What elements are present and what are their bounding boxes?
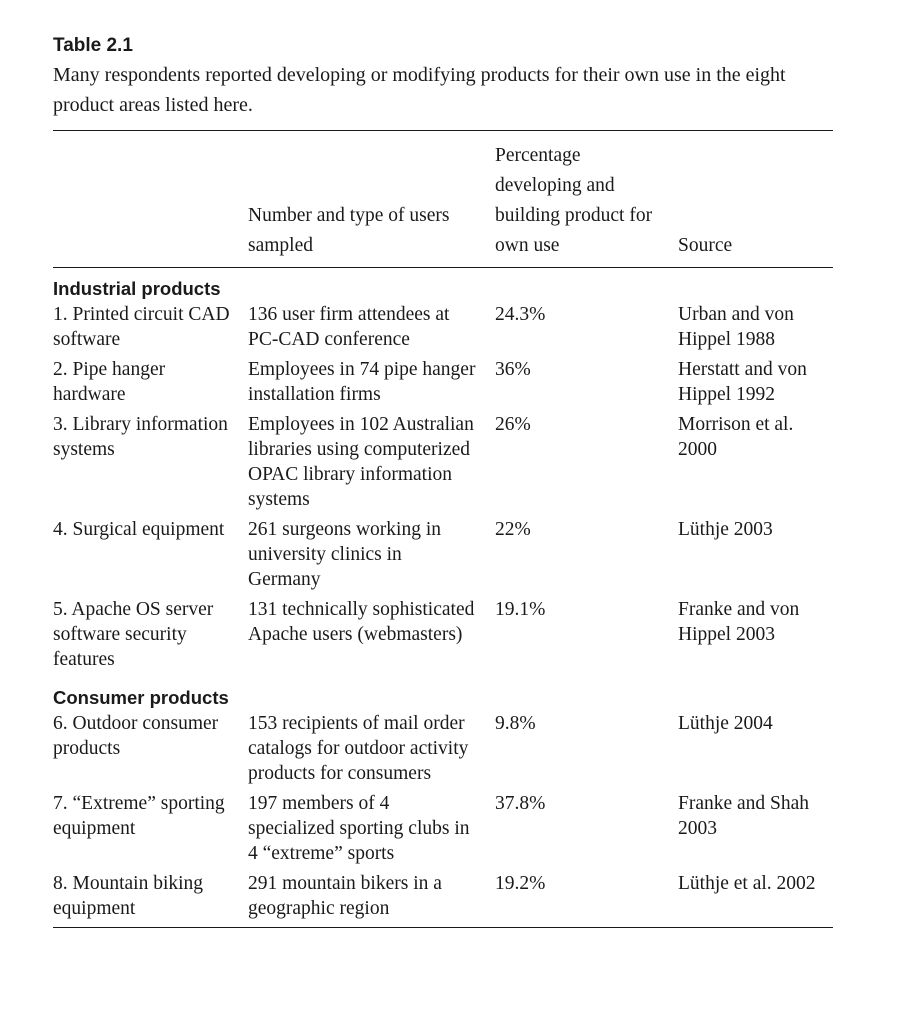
product-area-cell: 3. Library information systems: [53, 414, 228, 460]
table-row: [53, 791, 833, 871]
header-source: Source: [678, 235, 733, 256]
sample-cell: 291 mountain bikers in a geographic region: [248, 873, 442, 919]
percentage-cell: 19.1%: [495, 599, 546, 620]
table-row: [53, 357, 833, 412]
table-row: [53, 597, 833, 677]
percentage-cell: 19.2%: [495, 873, 546, 894]
table-caption: Many respondents reported developing or modifying products for their own use in the eight product areas listed here.: [53, 64, 786, 116]
sample-cell: 153 recipients of mail order catalogs for outdoor activity products for consumers: [248, 713, 469, 784]
product-area-cell: 5. Apache OS server software security features: [53, 599, 214, 670]
data-table: [53, 131, 833, 927]
product-area-cell: 7. “Extreme” sporting equipment: [53, 793, 225, 839]
document-page: [53, 32, 833, 928]
table-body: [53, 268, 833, 927]
header-row: [53, 131, 833, 268]
section-row: [53, 268, 833, 302]
table-row: [53, 871, 833, 927]
percentage-cell: 9.8%: [495, 713, 536, 734]
sample-cell: 136 user firm attendees at PC-CAD conference: [248, 304, 450, 350]
sample-cell: Employees in 102 Australian libraries using computerized OPAC library information systems: [248, 414, 474, 510]
sample-cell: 261 surgeons working in university clinics in Germany: [248, 519, 442, 590]
product-area-cell: 1. Printed circuit CAD software: [53, 304, 230, 350]
percentage-cell: 22%: [495, 519, 531, 540]
source-cell: Herstatt and von Hippel 1992: [678, 359, 807, 405]
source-cell: Lüthje 2004: [678, 713, 773, 734]
section-title: Industrial products: [53, 278, 221, 299]
product-area-cell: 6. Outdoor consumer products: [53, 713, 219, 759]
section-row: [53, 677, 833, 711]
source-cell: Lüthje et al. 2002: [678, 873, 816, 894]
table-row: [53, 412, 833, 517]
source-cell: Urban and von Hippel 1988: [678, 304, 794, 350]
header-sample: Number and type of users sampled: [248, 205, 450, 256]
table-number: Table 2.1: [53, 35, 133, 56]
sample-cell: 131 technically sophisticated Apache users (webmasters): [248, 599, 475, 645]
source-cell: Franke and Shah 2003: [678, 793, 810, 839]
header-area: [53, 131, 248, 268]
percentage-cell: 36%: [495, 359, 531, 380]
source-cell: Franke and von Hippel 2003: [678, 599, 800, 645]
section-title: Consumer products: [53, 687, 229, 708]
bottom-rule: [53, 927, 833, 928]
product-area-cell: 2. Pipe hanger hardware: [53, 359, 166, 405]
sample-cell: Employees in 74 pipe hanger installation firms: [248, 359, 476, 405]
product-area-cell: 4. Surgical equipment: [53, 519, 225, 540]
source-cell: Morrison et al. 2000: [678, 414, 794, 460]
percentage-cell: 26%: [495, 414, 531, 435]
sample-cell: 197 members of 4 specialized sporting clubs in 4 “extreme” sports: [248, 793, 470, 864]
percentage-cell: 24.3%: [495, 304, 546, 325]
source-cell: Lüthje 2003: [678, 519, 773, 540]
table-row: [53, 711, 833, 791]
header-percentage: Percentage developing and building product for own use: [495, 145, 653, 256]
table-row: [53, 302, 833, 357]
table-row: [53, 517, 833, 597]
product-area-cell: 8. Mountain biking equipment: [53, 873, 204, 919]
percentage-cell: 37.8%: [495, 793, 546, 814]
